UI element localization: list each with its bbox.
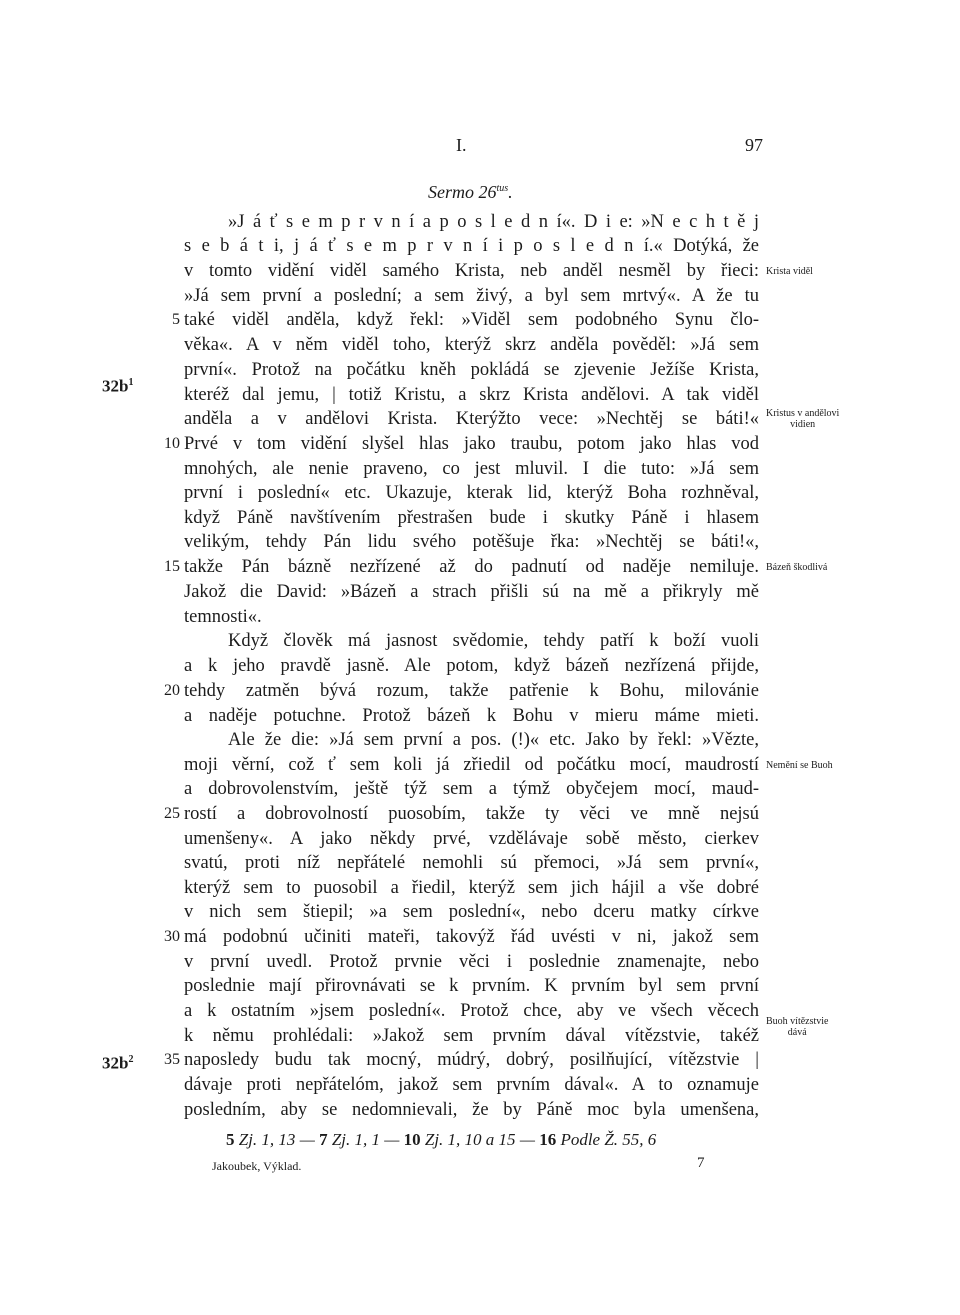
line-number: 10 [164,435,180,452]
footnote-text: Zj. 1, 10 a 15 [424,1130,516,1149]
section-number: I. [456,135,467,155]
text-line: v tomto vidění viděl samého Krista, neb anděl nesměl by řieci: [184,261,759,281]
footnote-number: 5 [226,1130,235,1149]
text-line: první«. Protož na počátku kněh pokládá se zjevenie Ježíše Krista, [184,360,759,380]
text-line: s e b á t i, j á ť s e m p r v n í i p o s l e d n í.« Dotýká, že [184,236,759,256]
folio-reference [102,1049,133,1075]
footnote-text: Zj. 1, 1 [331,1130,380,1149]
text-line: dávaje proti nepřátelóm, jakož sem prvním dával«. A to oznamuje [184,1075,759,1095]
footnote-references [226,1130,656,1150]
text-line: »Já sem první a poslední; a sem živý, a byl sem mrtvý«. A že tu [184,286,759,306]
margin-note: Krista viděl [766,266,813,277]
line-number: 5 [172,311,180,328]
margin-note-line: Kristus v andělovi [766,408,840,419]
text-line: poslednie mají přirovnávati se k prvním. K prvním byl sem první [184,976,759,996]
sermon-title [428,182,513,203]
margin-note [766,408,839,430]
text-line: v nich sem štiepil; »a sem poslední«, nebo dceru matky církve [184,902,759,922]
text-line: když Páně navštívením přestrašen bude i skutky Páně i hlasem [184,508,759,528]
text-line: k němu prohlédali: »Jakož sem prvním dával vítězstvie, takéž [184,1026,759,1046]
footnote-dash: — [384,1130,400,1149]
text-line: Prvé v tom vidění slyšel hlas jako traubu, potom jako hlas vod [184,434,759,454]
text-line: kterýž sem to puosobil a řiedil, kterýž sem jich hájil a vše dobré [184,878,759,898]
text-line: Když člověk má jasnost svědomie, tehdy patří k boží vuoli [228,631,759,651]
line-number: 35 [164,1051,180,1068]
text-line: v první uvedl. Protož prvnie věci i poslednie znamenajte, nebo [184,952,759,972]
text-line: moji věrní, což ť sem koli já zřiedil od počátku mocí, maudrostí [184,755,759,775]
text-line: a k ostatním »jsem poslední«. Protož chce, aby ve všech věcech [184,1001,759,1021]
text-line: a k jeho pravdě jasně. Ale potom, když bázeň nezřízená přijde, [184,656,759,676]
text-line: svatú, proti níž nepřátelé nemohli sú přemoci, »Já sem první«, [184,853,759,873]
text-line: mnohých, ale nenie praveno, co jest mluvil. I die tuto: »Já sem [184,459,759,479]
margin-note: Bázeň škodlivá [766,562,828,573]
text-line: naposledy budu tak mocný, múdrý, dobrý, posilňující, vítězstvie | [184,1050,759,1070]
text-line: takže Pán bázně nezřízené až do padnutí od naděje nemiluje. [184,557,759,577]
line-number: 15 [164,558,180,575]
text-line: tehdy zatměn bývá rozum, takže patřenie k Bohu, milovánie [184,681,759,701]
text-line: věka«. A v něm viděl toho, kterýž skrz anděla pověděl: »Já sem [184,335,759,355]
folio-reference-sup: 2 [128,1054,134,1065]
signature-mark: Jakoubek, Výklad. [212,1159,302,1173]
line-number: 25 [164,805,180,822]
text-line: rostí a dobrovolností puosobím, takže ty věci ve mně nejsú [184,804,759,824]
text-line: anděla a v andělovi Krista. Kterýžto vece: »Nechtěj se báti!« [184,409,759,429]
line-number: 20 [164,682,180,699]
text-line: posledním, aby se nedomnievali, že by Páně moc byla umenšena, [184,1100,759,1120]
folio-reference-label: 32b [102,1053,129,1073]
text-line: velikým, tehdy Pán lidu svého potěšuje řka: »Nechtěj se báti!«, [184,532,759,552]
footnote-number: 7 [319,1130,328,1149]
margin-note-line: dává [787,1027,807,1038]
footnote-dash: — [299,1130,315,1149]
sermon-title-sup: tus [496,183,509,194]
text-line: a dobrovolenstvím, ještě týž sem a týmž obyčejem mocí, maud- [184,779,759,799]
text-line: také viděl anděla, když řekl: »Viděl sem podobného Synu člo- [184,310,759,330]
text-line: kteréž dal jemu, | totiž Kristu, a skrz Krista andělovi. A tak viděl [184,385,759,405]
footnote-text: Zj. 1, 13 [238,1130,296,1149]
text-line: má podobnú učiniti mateři, takovýž řád uvésti v ni, jakož sem [184,927,759,947]
text-line: »J á ť s e m p r v n í a p o s l e d n í«. D i e: »N e c h t ě j [228,212,759,232]
line-number: 30 [164,928,180,945]
folio-reference [102,372,133,398]
margin-note-line: Buoh vítězstvie [766,1016,829,1027]
text-line: Ale že die: »Já sem první a pos. (!)« etc. Jako by řekl: »Vězte, [228,730,759,750]
text-line: první i poslední« etc. Ukazuje, kterak lid, kterýž Boha rozhněval, [184,483,759,503]
sheet-number: 7 [697,1155,705,1171]
folio-reference-sup: 1 [128,377,134,388]
text-line: Jakož die David: »Bázeň a strach přišli sú na mě a přikryly mě [184,582,759,602]
folio-reference-label: 32b [102,376,129,396]
sermon-title-trail: . [508,182,513,202]
text-line: umenšeny«. A jako někdy prvé, vzdělávaje sobě město, cierkev [184,829,759,849]
footnote-text: Podle Ž. 55, 6 [560,1130,657,1149]
footnote-number: 10 [403,1130,421,1149]
page-number: 97 [745,135,763,155]
text-line: temnosti«. [184,607,262,627]
footnote-number: 16 [539,1130,557,1149]
footnote-dash: — [519,1130,535,1149]
margin-note [766,1016,829,1038]
sermon-title-main: Sermo 26 [428,182,497,202]
margin-note-line: vidien [790,419,816,430]
margin-note: Nemění se Buoh [766,760,833,771]
text-line: a naděje potuchne. Protož bázeň k Bohu v mieru máme mieti. [184,706,759,726]
